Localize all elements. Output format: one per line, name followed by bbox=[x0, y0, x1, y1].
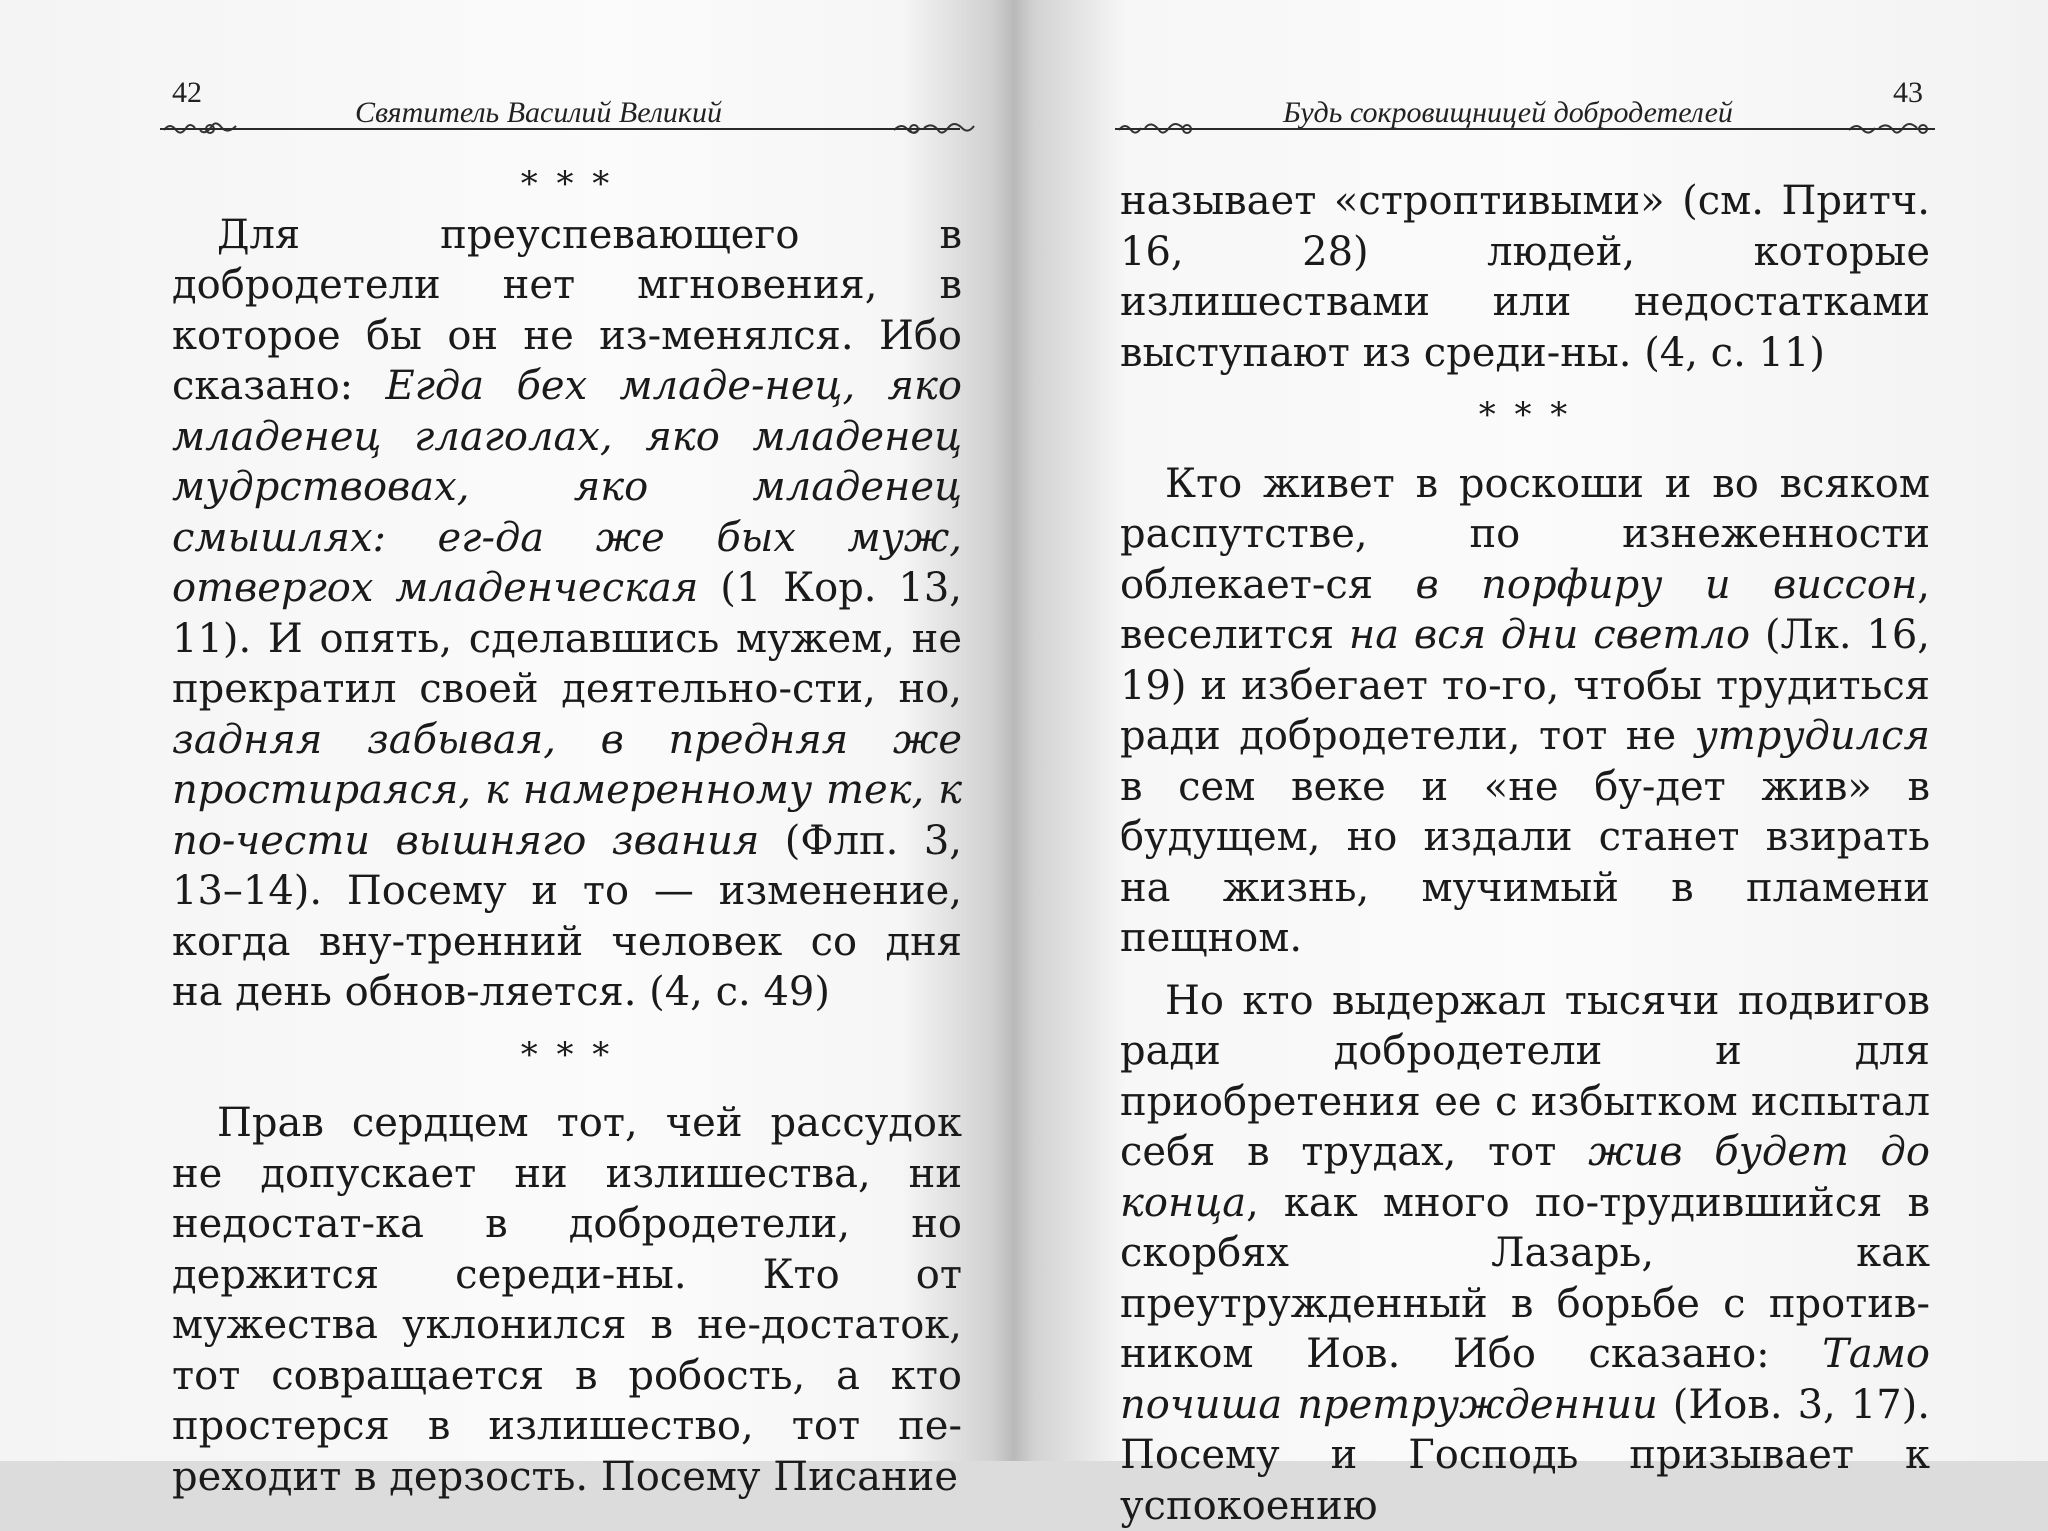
paragraph: Кто живет в роскоши и во всяком распутстве, по изнеженности облекает-ся в порфиру и виссон, веселится на вся дни светло (Лк. 16, 19) и избегает то-го, чтобы трудиться ради добродетели, тот не утрудился в сем веке и «не бу-дет жив» в будущем, но издали станет взирать на жизнь, мучимый в пламени пещном. bbox=[1120, 459, 1930, 964]
paragraph: Для преуспевающего в добродетели нет мгновения, в которое бы он не из-менялся. Ибо сказано: Егда бех младе-нец, яко младенец глаголах, яко младенец мудрствовах, яко младенец смышлях: ег-да же бых муж, отвергох младенческая (1 Кор. 13, 11). И опять, сделавшись мужем, не прекратил своей деятельно-сти, но, задняя забывая, в предняя же простираяся, к намеренному тек, к по-чести вышняго звания (Флп. 3, 13–14). Посему и то — изменение, когда вну-тренний человек со дня на день обнов-ляется. (4, с. 49) bbox=[172, 210, 962, 1018]
right-page bbox=[1040, 0, 2048, 1461]
running-title: Святитель Василий Великий bbox=[355, 96, 722, 130]
page-number: 42 bbox=[172, 76, 202, 110]
left-body-text bbox=[172, 168, 962, 1502]
left-page bbox=[0, 0, 1000, 1461]
flourish-ornament-icon bbox=[1845, 114, 1935, 140]
header-rule bbox=[1115, 128, 1935, 130]
paragraph: называет «строптивыми» (см. Притч. 16, 28) людей, которые излишествами или недостатками выступают из среди-ны. (4, с. 11) bbox=[1120, 176, 1930, 378]
paragraph: Но кто выдержал тысячи подвигов ради добродетели и для приобретения ее с избытком испытал себя в трудах, тот жив будет до конца, как много по-трудившийся в скорбях Лазарь, как преутружденный в борьбе с против-ником Иов. Ибо сказано: Тамо почиша претружденнии (Иов. 3, 17). Посему и Господь призывает к успокоению bbox=[1120, 976, 1930, 1531]
right-running-head bbox=[1115, 56, 1935, 138]
section-separator: * * * bbox=[172, 159, 962, 210]
section-separator: * * * bbox=[172, 1030, 962, 1081]
page-number: 43 bbox=[1893, 76, 1923, 110]
section-separator: * * * bbox=[1120, 390, 1930, 441]
flourish-ornament-icon bbox=[1115, 114, 1205, 140]
flourish-ornament-icon bbox=[890, 114, 980, 140]
header-rule bbox=[160, 128, 960, 130]
running-title: Будь сокровищницей добродетелей bbox=[1283, 96, 1733, 130]
right-body-text bbox=[1120, 176, 1930, 1531]
paragraph: Прав сердцем тот, чей рассудок не допускает ни излишества, ни недостат-ка в добродетели, но держится середи-ны. Кто от мужества уклонился в не-достаток, тот совращается в робость, а кто простерся в излишество, тот пе-реходит в дерзость. Посему Писание bbox=[172, 1098, 962, 1502]
left-running-head bbox=[160, 56, 960, 138]
flourish-ornament-icon bbox=[160, 114, 250, 140]
